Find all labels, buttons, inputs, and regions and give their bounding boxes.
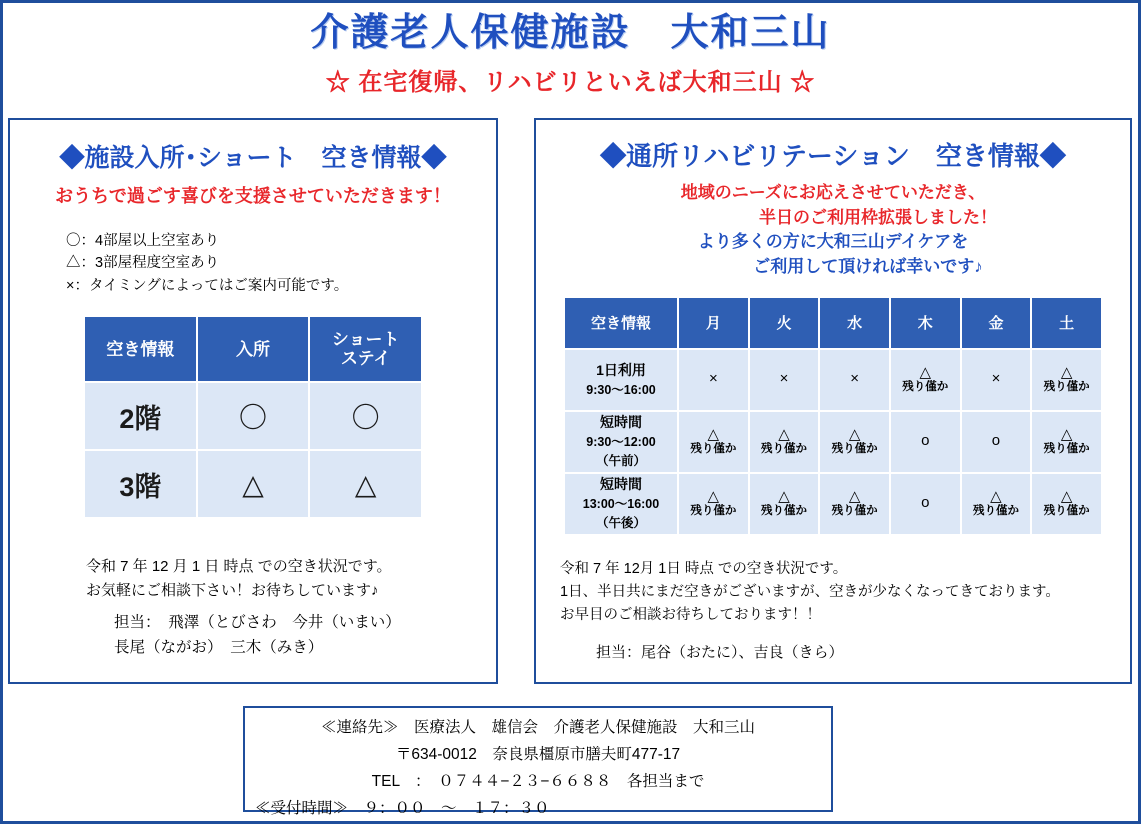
daycare-vacancy-panel — [534, 118, 1132, 684]
cell-morning-thu-mark: o — [921, 432, 930, 450]
cell-afternoon-wed-mark: △ — [848, 487, 861, 505]
row-label-morning-main: 短時間 — [600, 414, 642, 431]
row-label-fullday — [564, 349, 678, 411]
cell-morning-fri — [961, 411, 1032, 473]
legend-item-circle: 〇：4部屋以上空室あり — [66, 233, 220, 249]
cell-floor3-admission: △ — [197, 450, 310, 518]
cell-fullday-fri-mark: × — [991, 370, 1001, 388]
cell-morning-wed — [819, 411, 890, 473]
col-header-shortstay-line1: ショート — [331, 329, 400, 349]
cell-morning-sat-text: 残り僅か — [1043, 443, 1090, 456]
cell-fullday-sat-text: 残り僅か — [1043, 381, 1090, 394]
page-title: 介護老人保健施設 大和三山 — [310, 12, 831, 54]
cell-afternoon-tue-mark: △ — [778, 487, 790, 505]
cell-afternoon-sat-text: 残り僅か — [1043, 505, 1090, 518]
right-message-1: 地域のニーズにお応えさせていただき、 — [680, 183, 986, 202]
footer-telephone: TEL ： ０７４４−２３−６６８８ 各担当まで — [371, 773, 705, 791]
right-message-4: ご利用して頂ければ幸いです♪ — [753, 256, 983, 276]
right-note — [560, 558, 1130, 628]
col-header-vacancy: 空き情報 — [84, 316, 197, 382]
table-header-row — [564, 297, 1102, 349]
col-header-vacancy: 空き情報 — [564, 297, 678, 349]
row-label-morning-time: 9:30～12:00 — [586, 435, 656, 450]
col-header-sat: 土 — [1031, 297, 1102, 349]
left-note-line2: お気軽にご相談下さい！お待ちしています♪ — [86, 582, 379, 600]
facility-vacancy-table — [83, 315, 423, 519]
col-header-mon: 月 — [678, 297, 749, 349]
cell-fullday-thu — [890, 349, 961, 411]
cell-afternoon-fri-text: 残り僅か — [972, 505, 1019, 518]
table-row — [564, 411, 1102, 473]
footer-organization: ≪連絡先≫ 医療法人 雄信会 介護老人保健施設 大和三山 — [320, 719, 755, 736]
left-staff — [114, 611, 496, 661]
right-panel-messages — [536, 181, 1130, 280]
left-note — [86, 555, 496, 603]
left-staff-line2: 長尾（ながお） 三木（みき） — [114, 639, 324, 657]
table-row — [84, 382, 422, 450]
cell-morning-wed-mark: △ — [848, 425, 861, 443]
cell-afternoon-mon-text: 残り僅か — [690, 505, 737, 518]
cell-floor2-shortstay: 〇 — [309, 382, 422, 450]
cell-fullday-tue — [749, 349, 820, 411]
footer-address: 〒634-0012 奈良県橿原市膳夫町477-17 — [395, 746, 681, 764]
page-subtitle: ☆ 在宅復帰、リハビリといえば大和三山 ☆ — [325, 68, 816, 96]
cell-morning-sat — [1031, 411, 1102, 473]
legend-item-triangle: △：3部屋程度空室あり — [66, 255, 220, 272]
row-label-afternoon — [564, 473, 678, 535]
row-label-afternoon-main: 短時間 — [600, 476, 642, 493]
cell-morning-tue-mark: △ — [778, 425, 790, 443]
page-header — [0, 0, 1141, 97]
cell-afternoon-mon-mark: △ — [707, 487, 720, 505]
row-label-morning — [564, 411, 678, 473]
daycare-vacancy-table — [563, 296, 1103, 536]
cell-afternoon-wed — [819, 473, 890, 535]
cell-afternoon-sat — [1031, 473, 1102, 535]
right-message-3: より多くの方に大和三山デイケアを — [697, 232, 969, 252]
cell-floor2-admission: 〇 — [197, 382, 310, 450]
col-header-shortstay — [309, 316, 422, 382]
left-panel-title: ◆施設入所･ショート 空き情報◆ — [59, 144, 447, 172]
right-note-line2: 1日、半日共にまだ空きがございますが、空きが少なくなってきております。 — [560, 583, 1060, 600]
col-header-thu: 木 — [890, 297, 961, 349]
facility-vacancy-panel — [8, 118, 498, 684]
col-header-shortstay-line2: ステイ — [340, 349, 391, 369]
left-note-line1: 令和 7 年 12 月 1 日 時点 での空き状況です。 — [86, 558, 392, 576]
cell-fullday-wed-mark: × — [850, 370, 860, 388]
cell-afternoon-thu-mark: o — [921, 494, 930, 512]
cell-afternoon-tue — [749, 473, 820, 535]
col-header-fri: 金 — [961, 297, 1032, 349]
cell-fullday-thu-text: 残り僅か — [902, 381, 949, 394]
cell-afternoon-tue-text: 残り僅か — [760, 505, 807, 518]
row-label-afternoon-time: 13:00～16:00 — [582, 497, 660, 512]
table-row — [84, 450, 422, 518]
cell-afternoon-fri — [961, 473, 1032, 535]
cell-morning-wed-text: 残り僅か — [831, 443, 878, 456]
row-label-fullday-time: 9:30～16:00 — [586, 382, 656, 397]
cell-fullday-mon — [678, 349, 749, 411]
cell-afternoon-wed-text: 残り僅か — [831, 505, 878, 518]
right-note-line3: お早目のご相談お待ちしております！！ — [560, 606, 821, 623]
table-row — [564, 473, 1102, 535]
right-staff: 担当：尾谷（おたに）、吉良（きら） — [596, 644, 844, 662]
row-label-morning-period: （午前） — [595, 454, 646, 468]
cell-afternoon-thu — [890, 473, 961, 535]
cell-fullday-wed — [819, 349, 890, 411]
legend-item-cross: ×：タイミングによってはご案内可能です。 — [66, 277, 349, 294]
legend-list — [66, 230, 496, 297]
cell-afternoon-fri-mark: △ — [990, 487, 1002, 505]
left-staff-line1: 担当： 飛澤（とびさわ 今井（いまい） — [114, 614, 401, 632]
cell-fullday-mon-mark: × — [708, 370, 718, 388]
cell-morning-mon-mark: △ — [707, 425, 720, 443]
footer-hours: ≪受付時間≫ ９：００ ～ １７：３０ — [255, 800, 550, 818]
cell-morning-fri-mark: o — [991, 432, 1001, 450]
cell-morning-tue — [749, 411, 820, 473]
right-note-line1: 令和 7 年 12月 1日 時点 での空き状況です。 — [560, 560, 848, 577]
cell-fullday-tue-mark: × — [779, 370, 789, 388]
cell-morning-sat-mark: △ — [1060, 425, 1073, 443]
row-label-afternoon-period: （午後） — [595, 516, 646, 530]
col-header-wed: 水 — [819, 297, 890, 349]
table-header-row — [84, 316, 422, 382]
right-panel-title: ◆通所リハビリテーション 空き情報◆ — [600, 141, 1066, 171]
cell-fullday-sat — [1031, 349, 1102, 411]
col-header-tue: 火 — [749, 297, 820, 349]
table-row — [564, 349, 1102, 411]
cell-fullday-fri — [961, 349, 1032, 411]
cell-floor3-shortstay: △ — [309, 450, 422, 518]
cell-morning-mon — [678, 411, 749, 473]
col-header-admission: 入所 — [197, 316, 310, 382]
contact-footer — [243, 706, 833, 818]
cell-afternoon-sat-mark: △ — [1060, 487, 1073, 505]
cell-morning-thu — [890, 411, 961, 473]
cell-fullday-thu-mark: △ — [919, 363, 932, 381]
cell-morning-tue-text: 残り僅か — [760, 443, 807, 456]
cell-fullday-sat-mark: △ — [1060, 363, 1073, 381]
left-panel-subtitle: おうちで過ごす喜びを支援させていただきます！ — [55, 186, 451, 206]
row-label-floor2: 2階 — [84, 382, 197, 450]
cell-afternoon-mon — [678, 473, 749, 535]
row-label-fullday-main: 1日利用 — [596, 361, 646, 378]
row-label-floor3: 3階 — [84, 450, 197, 518]
cell-morning-mon-text: 残り僅か — [690, 443, 737, 456]
right-message-2: 半日のご利用枠拡張しました！ — [759, 207, 997, 227]
